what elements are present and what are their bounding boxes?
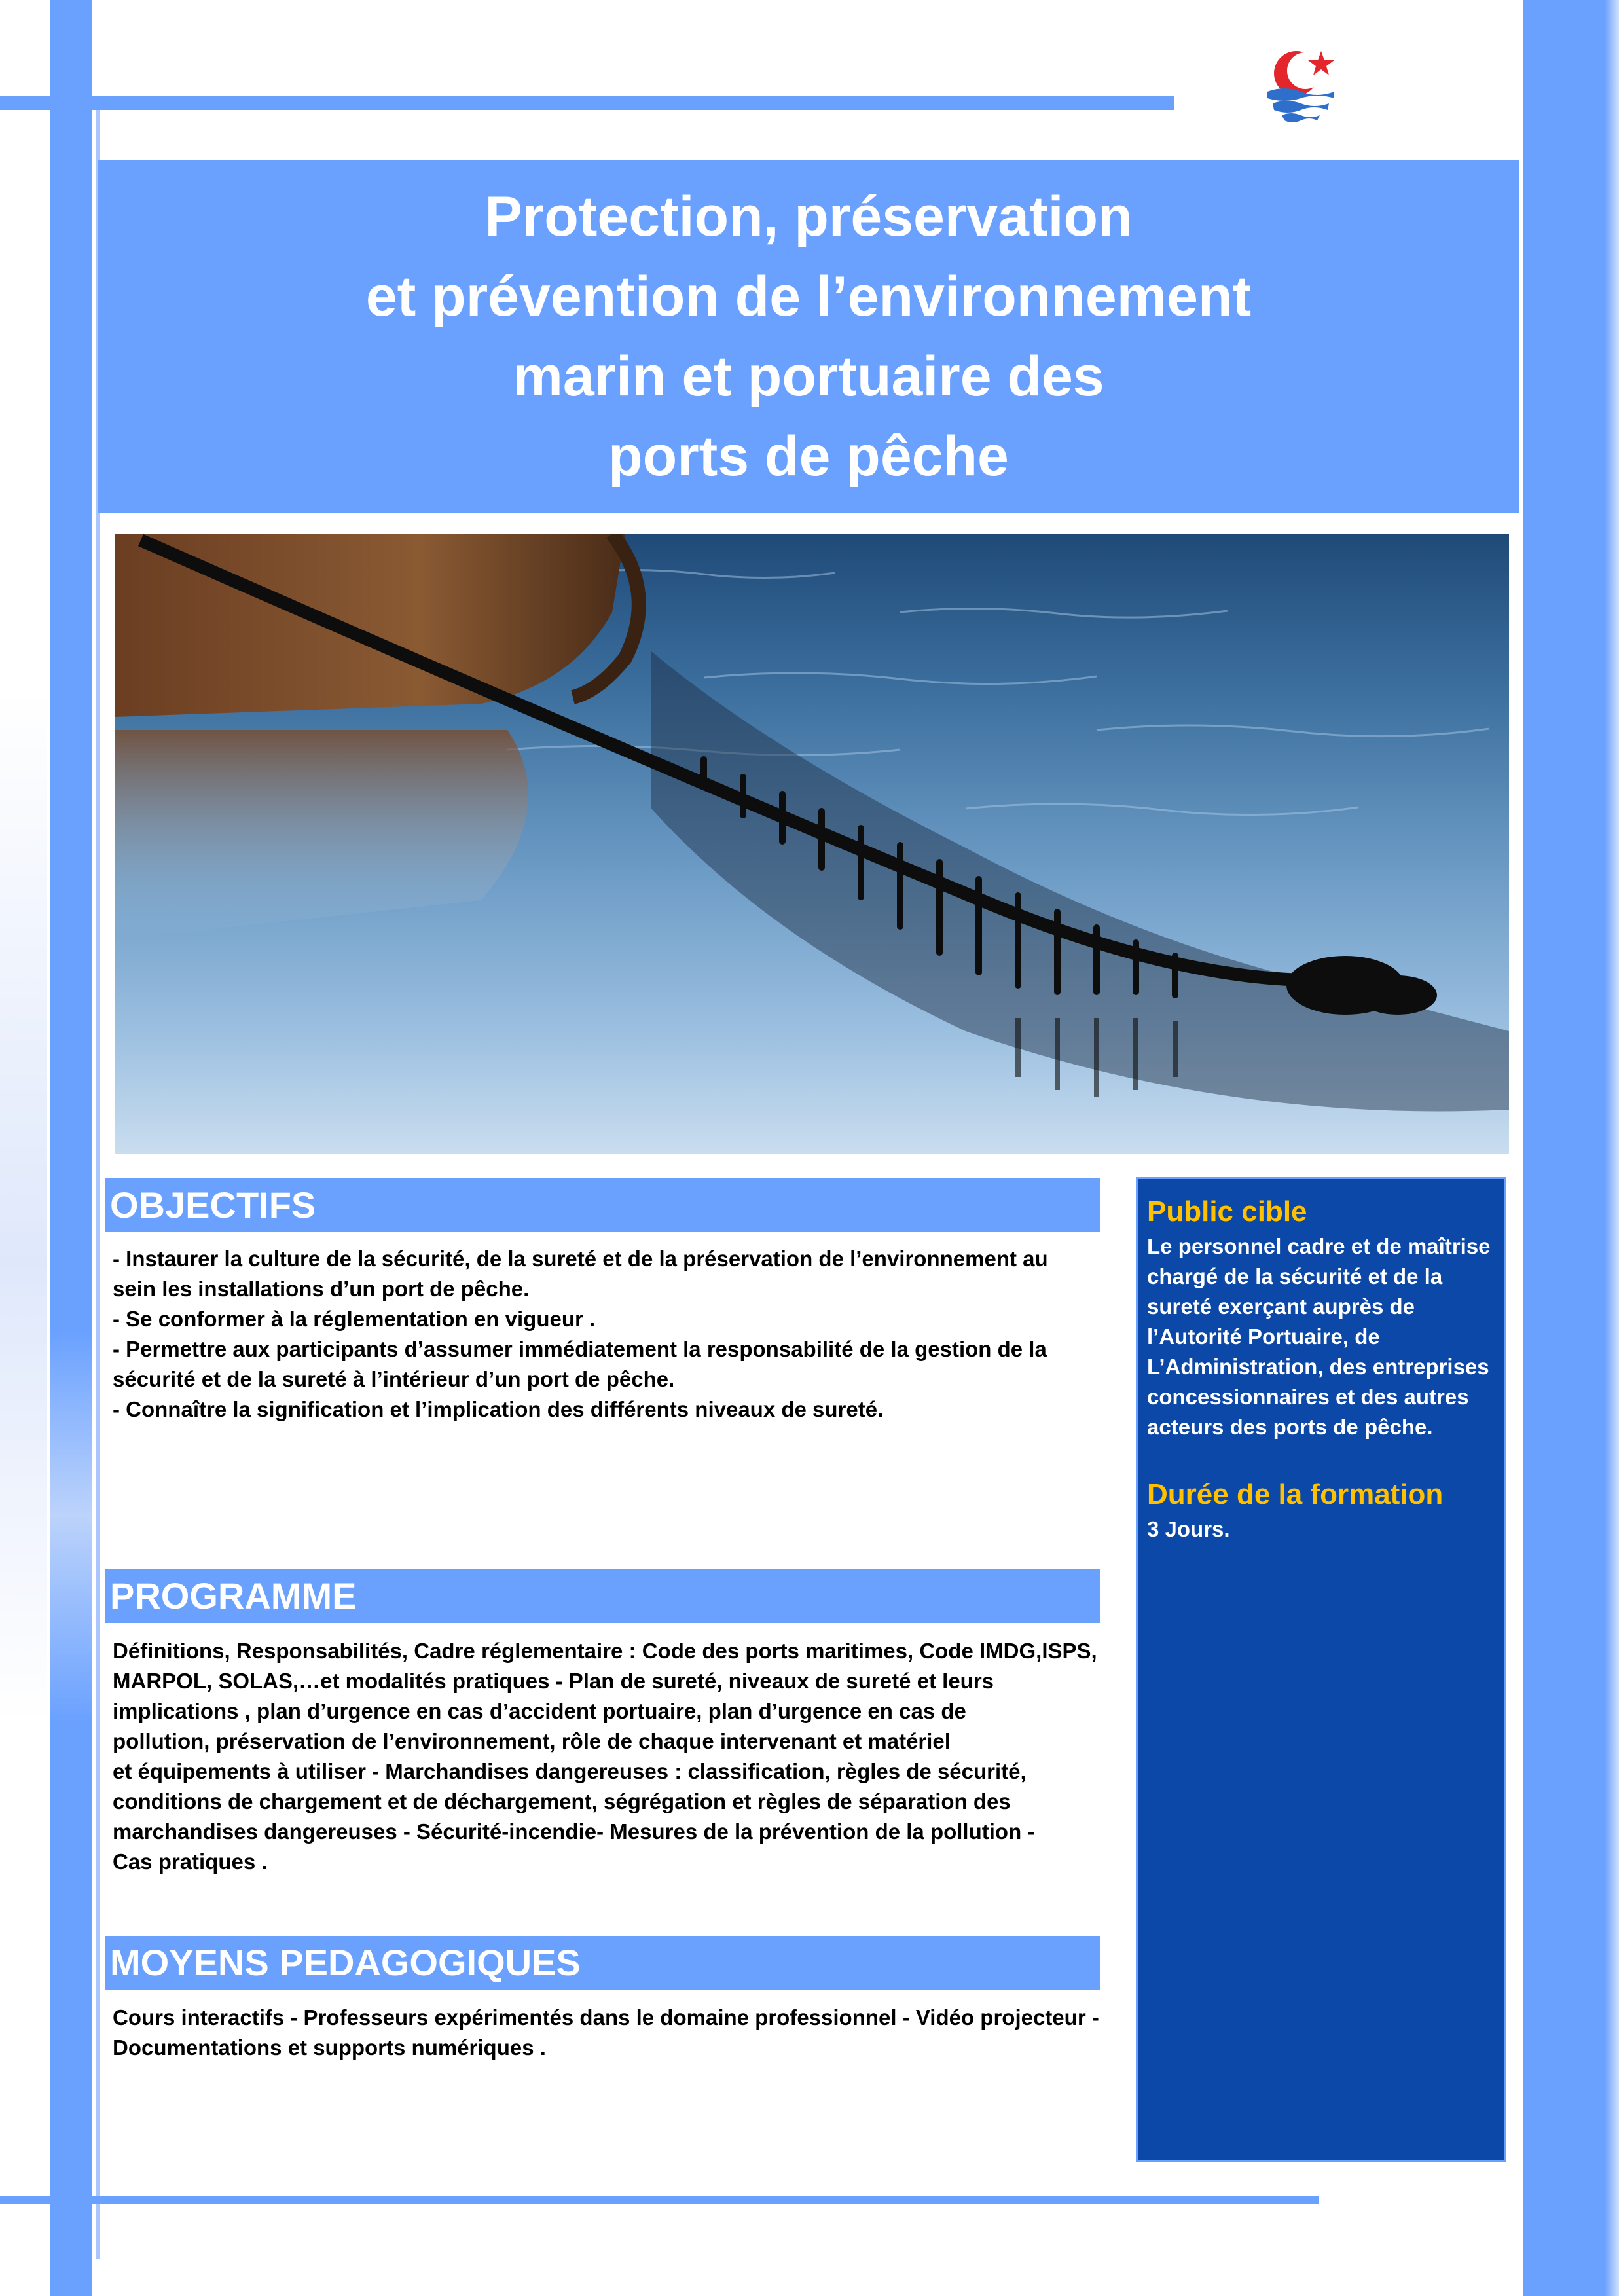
objectifs-line: - Connaître la signification et l’implication des différents niveaux de sureté. (113, 1397, 884, 1421)
programme-line: pollution, préservation de l’environnement, rôle de chaque intervenant et matériel (113, 1729, 951, 1753)
title-line: et prévention de l’environnement (365, 265, 1252, 328)
programme-line: marchandises dangereuses - Sécurité-incendie- Mesures de la prévention de la pollution - (113, 1819, 1035, 1844)
bottom-decorative-line (0, 2196, 1319, 2204)
objectifs-line: - Se conformer à la réglementation en vigueur . (113, 1307, 596, 1331)
public-cible-line: sureté exerçant auprès de (1147, 1294, 1415, 1319)
public-cible-text (1147, 1231, 1495, 1442)
programme-line: MARPOL, SOLAS,…et modalités pratiques - Plan de sureté, niveaux de sureté et leurs (113, 1669, 994, 1693)
duree-value: 3 Jours. (1147, 1517, 1230, 1541)
objectifs-heading: OBJECTIFS (105, 1178, 1100, 1232)
moyens-heading: MOYENS PEDAGOGIQUES (105, 1936, 1100, 1990)
moyens-line: Cours interactifs - Professeurs expérimentés dans le domaine professionnel - Vidéo projecteur - (113, 2005, 1099, 2030)
programme-text (113, 1636, 1097, 1877)
objectifs-line: sein les installations d’un port de pêche. (113, 1277, 530, 1301)
left-decorative-bar (50, 0, 92, 2296)
public-cible-heading: Public cible (1147, 1195, 1307, 1228)
objectifs-text (113, 1244, 1048, 1425)
public-cible-line: chargé de la sécurité et de la (1147, 1264, 1443, 1288)
objectifs-line: - Permettre aux participants d’assumer immédiatement la responsabilité de la gestion de la (113, 1337, 1047, 1361)
programme-line: Définitions, Responsabilités, Cadre réglementaire : Code des ports maritimes, Code IMDG,ISPS, (113, 1639, 1097, 1663)
top-decorative-line (0, 96, 1174, 110)
programme-line: et équipements à utiliser - Marchandises dangereuses : classification, règles de sécurité, (113, 1759, 1027, 1783)
title-line: marin et portuaire des (513, 345, 1104, 408)
duree-heading: Durée de la formation (1147, 1478, 1444, 1510)
port-authority-logo-icon (1265, 46, 1337, 124)
info-sidebar (1136, 1177, 1506, 2162)
objectifs-line: - Instaurer la culture de la sécurité, de la sureté et de la préservation de l’environnement au (113, 1247, 1048, 1271)
programme-line: conditions de chargement et de déchargement, ségrégation et règles de séparation des (113, 1789, 1011, 1813)
title-banner (98, 160, 1519, 513)
public-cible-line: Le personnel cadre et de maîtrise (1147, 1234, 1491, 1258)
programme-line: Cas pratiques . (113, 1850, 268, 1874)
public-cible-line: concessionnaires et des autres (1147, 1385, 1469, 1409)
objectifs-line: sécurité et de la sureté à l’intérieur d’un port de pêche. (113, 1367, 675, 1391)
page-title (98, 177, 1519, 496)
public-cible-line: acteurs des ports de pêche. (1147, 1415, 1433, 1439)
title-line: ports de pêche (608, 425, 1009, 488)
public-cible-line: l’Autorité Portuaire, de (1147, 1324, 1380, 1349)
right-decorative-bar (1523, 0, 1619, 2296)
programme-line: implications , plan d’urgence en cas d’accident portuaire, plan d’urgence en cas de (113, 1699, 966, 1723)
programme-heading: PROGRAMME (105, 1569, 1100, 1623)
moyens-line: Documentations et supports numériques . (113, 2035, 546, 2060)
title-line: Protection, préservation (484, 185, 1133, 248)
left-gradient-strip (0, 0, 47, 2296)
public-cible-line: L’Administration, des entreprises (1147, 1355, 1489, 1379)
oil-spill-photo (115, 534, 1509, 1154)
moyens-text (113, 2003, 1099, 2063)
